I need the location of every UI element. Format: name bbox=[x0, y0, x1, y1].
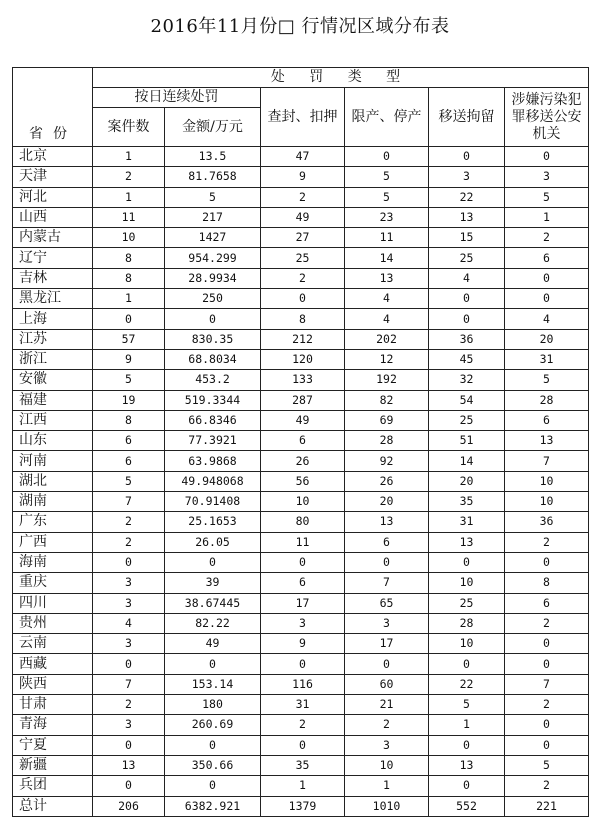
cell-detain: 31 bbox=[429, 512, 505, 532]
cell-amount: 66.8346 bbox=[165, 410, 261, 430]
table-row bbox=[13, 187, 589, 207]
cell-detain: 13 bbox=[429, 755, 505, 775]
cell-amount: 6382.921 bbox=[165, 796, 261, 816]
cell-crime: 0 bbox=[505, 634, 589, 654]
cell-crime: 8 bbox=[505, 573, 589, 593]
cell-province: 兵团 bbox=[13, 776, 93, 796]
cell-seal: 212 bbox=[261, 329, 345, 349]
cell-seal: 17 bbox=[261, 593, 345, 613]
cell-amount: 81.7658 bbox=[165, 167, 261, 187]
table-body bbox=[13, 68, 589, 817]
cell-limit: 0 bbox=[345, 147, 429, 167]
cell-amount: 250 bbox=[165, 289, 261, 309]
cell-cases: 2 bbox=[93, 532, 165, 552]
cell-seal: 35 bbox=[261, 755, 345, 775]
table-row bbox=[13, 573, 589, 593]
cell-crime: 20 bbox=[505, 329, 589, 349]
cell-province: 江西 bbox=[13, 410, 93, 430]
header-row-2 bbox=[13, 88, 589, 108]
cell-province: 云南 bbox=[13, 634, 93, 654]
cell-cases: 1 bbox=[93, 147, 165, 167]
cell-seal: 25 bbox=[261, 248, 345, 268]
cell-crime: 31 bbox=[505, 349, 589, 369]
cell-detain: 22 bbox=[429, 674, 505, 694]
cell-seal: 2 bbox=[261, 187, 345, 207]
cell-cases: 2 bbox=[93, 512, 165, 532]
cell-seal: 6 bbox=[261, 431, 345, 451]
cell-crime: 5 bbox=[505, 370, 589, 390]
cell-amount: 0 bbox=[165, 776, 261, 796]
cell-amount: 68.8034 bbox=[165, 349, 261, 369]
cell-limit: 13 bbox=[345, 512, 429, 532]
cell-seal: 26 bbox=[261, 451, 345, 471]
table-row bbox=[13, 207, 589, 227]
cell-cases: 8 bbox=[93, 410, 165, 430]
header-limit-stop: 限产、停产 bbox=[345, 88, 429, 147]
cell-cases: 206 bbox=[93, 796, 165, 816]
cell-detain: 35 bbox=[429, 492, 505, 512]
cell-limit: 69 bbox=[345, 410, 429, 430]
cell-province: 福建 bbox=[13, 390, 93, 410]
cell-seal: 80 bbox=[261, 512, 345, 532]
cell-amount: 830.35 bbox=[165, 329, 261, 349]
cell-amount: 28.9934 bbox=[165, 268, 261, 288]
cell-province: 广西 bbox=[13, 532, 93, 552]
cell-cases: 5 bbox=[93, 471, 165, 491]
cell-province: 宁夏 bbox=[13, 735, 93, 755]
cell-crime: 2 bbox=[505, 228, 589, 248]
cell-cases: 4 bbox=[93, 613, 165, 633]
cell-cases: 0 bbox=[93, 654, 165, 674]
cell-seal: 6 bbox=[261, 573, 345, 593]
cell-crime: 221 bbox=[505, 796, 589, 816]
cell-detain: 552 bbox=[429, 796, 505, 816]
cell-province: 广东 bbox=[13, 512, 93, 532]
cell-province: 青海 bbox=[13, 715, 93, 735]
cell-amount: 180 bbox=[165, 695, 261, 715]
cell-limit: 6 bbox=[345, 532, 429, 552]
cell-cases: 10 bbox=[93, 228, 165, 248]
cell-detain: 25 bbox=[429, 410, 505, 430]
cell-limit: 26 bbox=[345, 471, 429, 491]
cell-amount: 260.69 bbox=[165, 715, 261, 735]
cell-province: 浙江 bbox=[13, 349, 93, 369]
cell-limit: 3 bbox=[345, 613, 429, 633]
cell-limit: 202 bbox=[345, 329, 429, 349]
table-row bbox=[13, 390, 589, 410]
cell-crime: 1 bbox=[505, 207, 589, 227]
cell-limit: 1010 bbox=[345, 796, 429, 816]
cell-amount: 63.9868 bbox=[165, 451, 261, 471]
cell-seal: 27 bbox=[261, 228, 345, 248]
table-row bbox=[13, 431, 589, 451]
cell-limit: 0 bbox=[345, 654, 429, 674]
cell-province: 湖北 bbox=[13, 471, 93, 491]
cell-province: 海南 bbox=[13, 552, 93, 572]
cell-detain: 10 bbox=[429, 573, 505, 593]
cell-detain: 22 bbox=[429, 187, 505, 207]
table-row bbox=[13, 349, 589, 369]
cell-province: 河北 bbox=[13, 187, 93, 207]
cell-detain: 4 bbox=[429, 268, 505, 288]
table-row bbox=[13, 512, 589, 532]
cell-detain: 25 bbox=[429, 593, 505, 613]
header-detain: 移送拘留 bbox=[429, 88, 505, 147]
table-row bbox=[13, 228, 589, 248]
cell-cases: 1 bbox=[93, 187, 165, 207]
cell-province: 安徽 bbox=[13, 370, 93, 390]
cell-cases: 19 bbox=[93, 390, 165, 410]
cell-limit: 4 bbox=[345, 289, 429, 309]
cell-seal: 116 bbox=[261, 674, 345, 694]
cell-crime: 5 bbox=[505, 755, 589, 775]
cell-limit: 5 bbox=[345, 187, 429, 207]
cell-detain: 36 bbox=[429, 329, 505, 349]
header-seal-seize: 查封、扣押 bbox=[261, 88, 345, 147]
cell-detain: 20 bbox=[429, 471, 505, 491]
cell-detain: 0 bbox=[429, 552, 505, 572]
cell-cases: 6 bbox=[93, 451, 165, 471]
cell-amount: 77.3921 bbox=[165, 431, 261, 451]
cell-detain: 28 bbox=[429, 613, 505, 633]
cell-cases: 3 bbox=[93, 573, 165, 593]
cell-cases: 0 bbox=[93, 552, 165, 572]
cell-province: 江苏 bbox=[13, 329, 93, 349]
cell-amount: 13.5 bbox=[165, 147, 261, 167]
cell-limit: 3 bbox=[345, 735, 429, 755]
cell-amount: 519.3344 bbox=[165, 390, 261, 410]
cell-detain: 54 bbox=[429, 390, 505, 410]
cell-crime: 6 bbox=[505, 593, 589, 613]
cell-amount: 49.948068 bbox=[165, 471, 261, 491]
cell-limit: 4 bbox=[345, 309, 429, 329]
cell-limit: 65 bbox=[345, 593, 429, 613]
cell-crime: 28 bbox=[505, 390, 589, 410]
cell-limit: 21 bbox=[345, 695, 429, 715]
cell-detain: 14 bbox=[429, 451, 505, 471]
table-row bbox=[13, 289, 589, 309]
cell-cases: 1 bbox=[93, 289, 165, 309]
cell-limit: 11 bbox=[345, 228, 429, 248]
cell-limit: 14 bbox=[345, 248, 429, 268]
cell-seal: 2 bbox=[261, 268, 345, 288]
cell-province: 重庆 bbox=[13, 573, 93, 593]
table-row bbox=[13, 167, 589, 187]
cell-limit: 28 bbox=[345, 431, 429, 451]
cell-crime: 13 bbox=[505, 431, 589, 451]
cell-amount: 0 bbox=[165, 552, 261, 572]
table-row bbox=[13, 370, 589, 390]
cell-limit: 2 bbox=[345, 715, 429, 735]
cell-seal: 49 bbox=[261, 207, 345, 227]
table-row bbox=[13, 613, 589, 633]
cell-limit: 0 bbox=[345, 552, 429, 572]
cell-detain: 10 bbox=[429, 634, 505, 654]
cell-amount: 0 bbox=[165, 735, 261, 755]
header-crime-transfer: 涉嫌污染犯罪移送公安机关 bbox=[505, 88, 589, 147]
cell-seal: 47 bbox=[261, 147, 345, 167]
cell-cases: 0 bbox=[93, 735, 165, 755]
cell-crime: 10 bbox=[505, 492, 589, 512]
cell-amount: 25.1653 bbox=[165, 512, 261, 532]
cell-cases: 3 bbox=[93, 634, 165, 654]
table-row bbox=[13, 715, 589, 735]
cell-province: 陕西 bbox=[13, 674, 93, 694]
cell-seal: 9 bbox=[261, 634, 345, 654]
cell-province: 黑龙江 bbox=[13, 289, 93, 309]
cell-limit: 23 bbox=[345, 207, 429, 227]
cell-province: 吉林 bbox=[13, 268, 93, 288]
cell-detain: 51 bbox=[429, 431, 505, 451]
cell-province: 西藏 bbox=[13, 654, 93, 674]
cell-detain: 32 bbox=[429, 370, 505, 390]
cell-seal: 56 bbox=[261, 471, 345, 491]
cell-crime: 0 bbox=[505, 715, 589, 735]
table-row bbox=[13, 147, 589, 167]
cell-detain: 0 bbox=[429, 289, 505, 309]
cell-detain: 5 bbox=[429, 695, 505, 715]
table-row bbox=[13, 451, 589, 471]
cell-seal: 0 bbox=[261, 289, 345, 309]
cell-seal: 9 bbox=[261, 167, 345, 187]
header-amount: 金额/万元 bbox=[165, 108, 261, 147]
cell-cases: 3 bbox=[93, 715, 165, 735]
cell-amount: 49 bbox=[165, 634, 261, 654]
cell-detain: 15 bbox=[429, 228, 505, 248]
table-row bbox=[13, 552, 589, 572]
cell-province: 四川 bbox=[13, 593, 93, 613]
cell-detain: 0 bbox=[429, 735, 505, 755]
cell-seal: 0 bbox=[261, 735, 345, 755]
cell-province: 甘肃 bbox=[13, 695, 93, 715]
cell-crime: 0 bbox=[505, 147, 589, 167]
cell-cases: 7 bbox=[93, 674, 165, 694]
cell-province: 上海 bbox=[13, 309, 93, 329]
cell-amount: 82.22 bbox=[165, 613, 261, 633]
header-penalty-types: 处 罚 类 型 bbox=[93, 68, 589, 88]
cell-seal: 1 bbox=[261, 776, 345, 796]
cell-cases: 8 bbox=[93, 248, 165, 268]
table-row bbox=[13, 532, 589, 552]
cell-seal: 0 bbox=[261, 552, 345, 572]
cell-cases: 13 bbox=[93, 755, 165, 775]
cell-crime: 7 bbox=[505, 451, 589, 471]
cell-detain: 1 bbox=[429, 715, 505, 735]
cell-seal: 287 bbox=[261, 390, 345, 410]
cell-amount: 0 bbox=[165, 309, 261, 329]
cell-seal: 10 bbox=[261, 492, 345, 512]
table-row bbox=[13, 248, 589, 268]
cell-cases: 11 bbox=[93, 207, 165, 227]
cell-detain: 3 bbox=[429, 167, 505, 187]
cell-limit: 82 bbox=[345, 390, 429, 410]
cell-crime: 6 bbox=[505, 410, 589, 430]
cell-limit: 13 bbox=[345, 268, 429, 288]
cell-amount: 217 bbox=[165, 207, 261, 227]
cell-seal: 31 bbox=[261, 695, 345, 715]
cell-province: 山东 bbox=[13, 431, 93, 451]
cell-amount: 350.66 bbox=[165, 755, 261, 775]
cell-amount: 38.67445 bbox=[165, 593, 261, 613]
table-row bbox=[13, 755, 589, 775]
cell-crime: 0 bbox=[505, 289, 589, 309]
cell-province: 湖南 bbox=[13, 492, 93, 512]
table-row bbox=[13, 776, 589, 796]
cell-seal: 11 bbox=[261, 532, 345, 552]
cell-amount: 453.2 bbox=[165, 370, 261, 390]
header-cases: 案件数 bbox=[93, 108, 165, 147]
page-title: 2016年11月份□ 行情况区域分布表 bbox=[150, 16, 450, 37]
cell-seal: 133 bbox=[261, 370, 345, 390]
cell-seal: 8 bbox=[261, 309, 345, 329]
cell-cases: 3 bbox=[93, 593, 165, 613]
cell-province: 总计 bbox=[13, 796, 93, 816]
cell-province: 新疆 bbox=[13, 755, 93, 775]
header-daily-penalty: 按日连续处罚 bbox=[93, 88, 261, 108]
header-row-1 bbox=[13, 68, 589, 88]
cell-crime: 2 bbox=[505, 695, 589, 715]
cell-limit: 20 bbox=[345, 492, 429, 512]
cell-crime: 0 bbox=[505, 552, 589, 572]
table-row bbox=[13, 309, 589, 329]
cell-province: 北京 bbox=[13, 147, 93, 167]
cell-cases: 0 bbox=[93, 309, 165, 329]
table-row bbox=[13, 410, 589, 430]
table-row bbox=[13, 492, 589, 512]
cell-province: 贵州 bbox=[13, 613, 93, 633]
cell-limit: 1 bbox=[345, 776, 429, 796]
cell-crime: 6 bbox=[505, 248, 589, 268]
cell-detain: 45 bbox=[429, 349, 505, 369]
cell-amount: 70.91408 bbox=[165, 492, 261, 512]
header-province: 省份 bbox=[13, 68, 93, 147]
table-row bbox=[13, 634, 589, 654]
cell-detain: 0 bbox=[429, 147, 505, 167]
cell-cases: 9 bbox=[93, 349, 165, 369]
cell-cases: 8 bbox=[93, 268, 165, 288]
table-row bbox=[13, 735, 589, 755]
cell-crime: 2 bbox=[505, 776, 589, 796]
cell-crime: 7 bbox=[505, 674, 589, 694]
cell-crime: 0 bbox=[505, 654, 589, 674]
cell-seal: 49 bbox=[261, 410, 345, 430]
cell-detain: 0 bbox=[429, 776, 505, 796]
cell-amount: 0 bbox=[165, 654, 261, 674]
cell-limit: 7 bbox=[345, 573, 429, 593]
cell-amount: 954.299 bbox=[165, 248, 261, 268]
cell-amount: 153.14 bbox=[165, 674, 261, 694]
cell-amount: 5 bbox=[165, 187, 261, 207]
cell-detain: 13 bbox=[429, 532, 505, 552]
region-distribution-table bbox=[12, 67, 589, 817]
cell-province: 天津 bbox=[13, 167, 93, 187]
cell-crime: 2 bbox=[505, 613, 589, 633]
cell-limit: 192 bbox=[345, 370, 429, 390]
cell-limit: 12 bbox=[345, 349, 429, 369]
cell-cases: 0 bbox=[93, 776, 165, 796]
cell-cases: 6 bbox=[93, 431, 165, 451]
cell-detain: 0 bbox=[429, 654, 505, 674]
cell-limit: 92 bbox=[345, 451, 429, 471]
cell-seal: 0 bbox=[261, 654, 345, 674]
cell-seal: 2 bbox=[261, 715, 345, 735]
cell-province: 河南 bbox=[13, 451, 93, 471]
cell-detain: 25 bbox=[429, 248, 505, 268]
table-row bbox=[13, 471, 589, 491]
cell-amount: 39 bbox=[165, 573, 261, 593]
cell-crime: 0 bbox=[505, 735, 589, 755]
cell-seal: 120 bbox=[261, 349, 345, 369]
cell-cases: 57 bbox=[93, 329, 165, 349]
table-row bbox=[13, 654, 589, 674]
cell-crime: 4 bbox=[505, 309, 589, 329]
cell-amount: 26.05 bbox=[165, 532, 261, 552]
table-row bbox=[13, 329, 589, 349]
cell-province: 辽宁 bbox=[13, 248, 93, 268]
cell-province: 内蒙古 bbox=[13, 228, 93, 248]
cell-seal: 1379 bbox=[261, 796, 345, 816]
cell-cases: 5 bbox=[93, 370, 165, 390]
table-row bbox=[13, 593, 589, 613]
total-row bbox=[13, 796, 589, 816]
cell-crime: 0 bbox=[505, 268, 589, 288]
cell-limit: 17 bbox=[345, 634, 429, 654]
table-row bbox=[13, 674, 589, 694]
cell-detain: 0 bbox=[429, 309, 505, 329]
cell-crime: 36 bbox=[505, 512, 589, 532]
cell-crime: 5 bbox=[505, 187, 589, 207]
cell-crime: 3 bbox=[505, 167, 589, 187]
cell-cases: 2 bbox=[93, 167, 165, 187]
cell-amount: 1427 bbox=[165, 228, 261, 248]
table-row bbox=[13, 695, 589, 715]
cell-cases: 2 bbox=[93, 695, 165, 715]
cell-province: 山西 bbox=[13, 207, 93, 227]
table-row bbox=[13, 268, 589, 288]
cell-limit: 5 bbox=[345, 167, 429, 187]
cell-seal: 3 bbox=[261, 613, 345, 633]
cell-crime: 2 bbox=[505, 532, 589, 552]
cell-crime: 10 bbox=[505, 471, 589, 491]
cell-detain: 13 bbox=[429, 207, 505, 227]
cell-limit: 10 bbox=[345, 755, 429, 775]
cell-cases: 7 bbox=[93, 492, 165, 512]
cell-limit: 60 bbox=[345, 674, 429, 694]
